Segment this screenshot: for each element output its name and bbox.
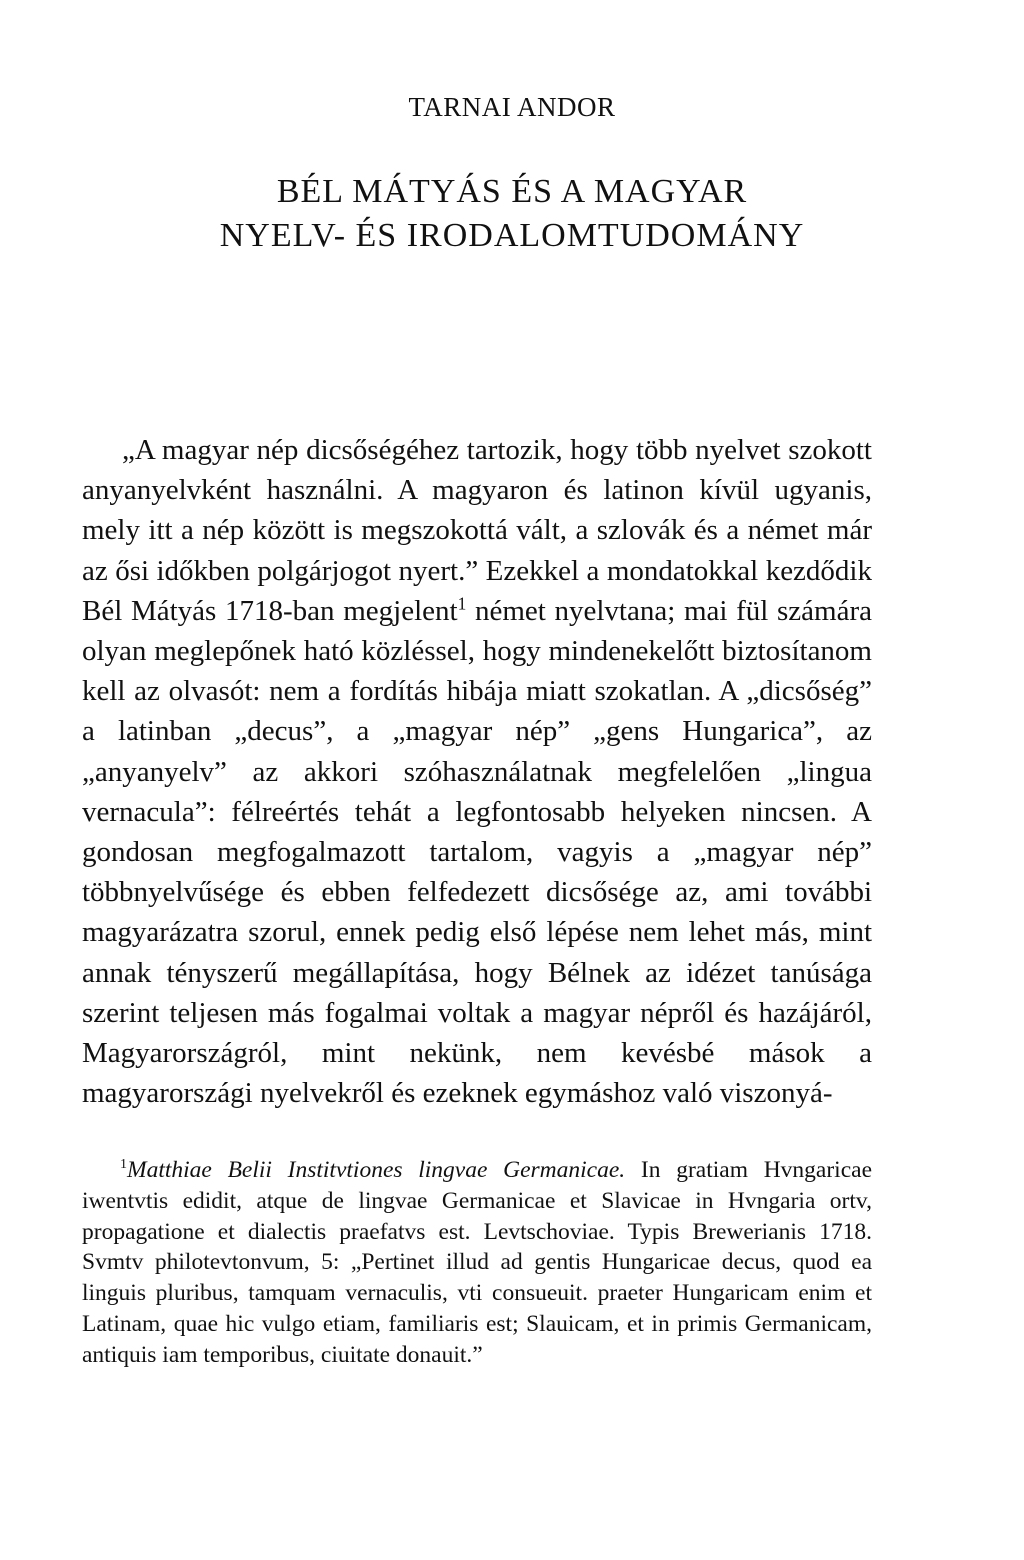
article-title [0,170,1024,258]
footnote-book-title: Matthiae Belii Institvtiones lingvae Germanicae. [127,1157,626,1183]
footnote-reference: 1 [457,593,467,614]
body-paragraph [82,430,872,1113]
author-name: TARNAI ANDOR [408,92,616,122]
article-title-line-2: NYELV- ÉS IRODALOMTUDOMÁNY [219,217,805,254]
footnote-marker: 1 [120,1157,127,1173]
body-text-part-1: „A magyar nép dicsőségéhez tartozik, hogy több nyelvet szokott anyanyelvként használni. A magyaron és latinon kívül ugyanis, mely itt a nép között is megszokottá vált, a szlovák és a német már az ősi időkben polgárjogot nyert.” Ezekkel a mondatokkal kezdődik Bél Mátyás 1718-ban megjelent [82,434,872,627]
footnote-text: In gratiam Hvngaricae iwentvtis edidit, atque de lingvae Germanicae et Slavicae in Hvngaria ortv, propagatione et dialectis praefatvs est. Levtschoviae. Typis Brewerianis 1718. Svmtv philotevtonvum, 5: „Pertinet illud ad gentis Hungaricae decus, quod ea linguis pluribus, tamquam vernaculis, vti consueuit. praeter Hungaricam enim et Latinam, quae hic vulgo etiam, familiaris est; Slauicam, et in primis Germanicam, antiquis iam temporibus, ciuitate donauit.” [82,1157,872,1368]
body-text-part-2: német nyelvtana; mai fül számára olyan meglepőnek ható közléssel, hogy mindenekelőtt biztosítanom kell az olvasót: nem a fordítás hibája miatt szokatlan. A „dicsőség” a latinban „decus”, a „magyar nép” „gens Hungarica”, az „anyanyelv” az akkori szóhasználatnak megfelelően „lingua vernacula”: félreértés tehát a legfontosabb helyeken nincsen. A gondosan megfogalmazott tartalom, vagyis a „magyar nép” többnyelvűsége és ebben felfedezett dicsősége az, ami további magyarázatra szorul, ennek pedig első lépése nem lehet más, mint annak tényszerű megállapítása, hogy Bélnek az idézet tanúsága szerint teljesen más fogalmai voltak a magyar népről és hazájáról, Magyarországról, mint nekünk, nem kevésbé mások a magyarországi nyelvekről és ezeknek egymáshoz való viszonyá- [82,594,872,1110]
footnote [82,1155,872,1371]
article-title-line-1: BÉL MÁTYÁS ÉS A MAGYAR [276,173,748,210]
